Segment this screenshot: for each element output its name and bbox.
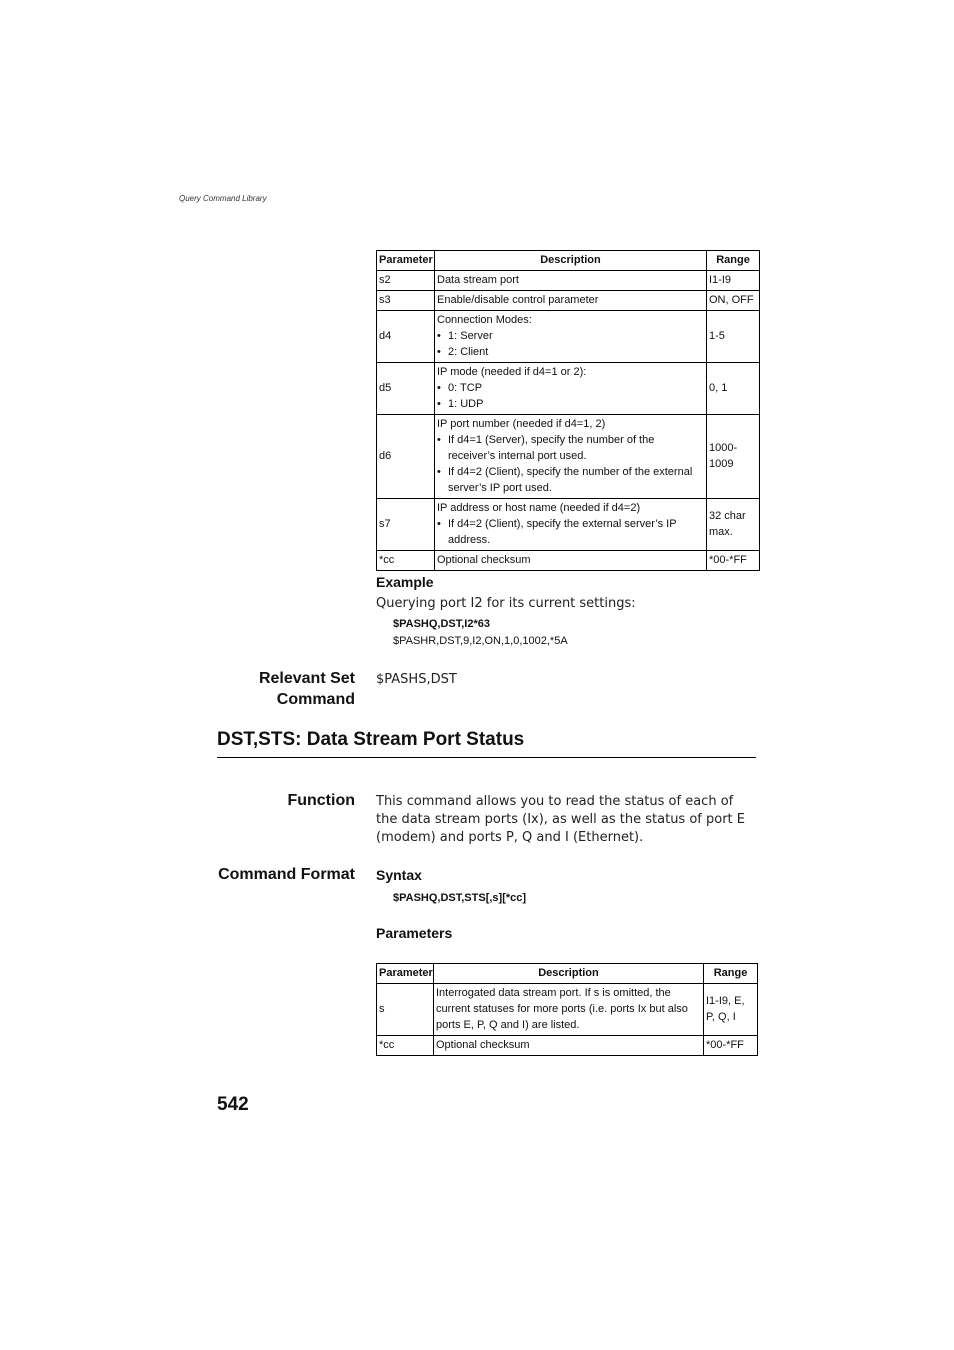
description-cell: Optional checksum [434,1036,704,1056]
table-header-row [377,964,758,984]
description-bullets [437,516,704,548]
description-bullets [437,328,704,360]
syntax-heading: Syntax [376,867,422,883]
table-row [377,1036,758,1056]
range-cell: *00-*FF [704,1036,758,1056]
param-cell: s7 [377,499,435,551]
table-row [377,311,760,363]
description-cell [435,311,707,363]
table-row [377,499,760,551]
example-text: Querying port I2 for its current settings: [376,596,636,611]
param-cell: s [377,984,434,1036]
bullet-item: • 0: TCP [437,380,704,396]
command-format-label: Command Format [218,866,355,883]
function-text: This command allows you to read the status of each of the data stream ports (Ix), as well as the status of port E (modem) and ports P, Q and I (Ethernet). [376,794,745,845]
column-header-range: Range [707,251,760,271]
function-label: Function [287,792,355,809]
description-intro: Connection Modes: [437,314,532,326]
table-row [377,551,760,571]
running-head: Query Command Library [179,194,267,203]
example-response: $PASHR,DST,9,I2,ON,1,0,1002,*5A [393,635,568,647]
description-bullets [437,432,704,496]
column-header-parameter: Parameter [377,964,434,984]
table-row [377,271,760,291]
relevant-set-command-value: $PASHS,DST [376,672,457,687]
description-intro: Data stream port [437,274,519,286]
param-cell: d5 [377,363,435,415]
description-cell: Interrogated data stream port. If s is omitted, the current statuses for more ports (i.e. ports Ix but also ports E, P, Q and I) are listed. [434,984,704,1036]
parameters-table-dst [376,250,760,571]
column-header-range: Range [704,964,758,984]
description-intro: IP mode (needed if d4=1 or 2): [437,366,587,378]
description-intro: Enable/disable control parameter [437,294,599,306]
description-cell [435,363,707,415]
table-row [377,415,760,499]
range-cell: 1-5 [707,311,760,363]
description-cell [435,291,707,311]
table-header-row [377,251,760,271]
description-intro: IP address or host name (needed if d4=2) [437,502,641,514]
param-cell: d4 [377,311,435,363]
page-number: 542 [217,1094,249,1115]
description-cell [435,499,707,551]
description-intro: Optional checksum [437,554,531,566]
range-cell: *00-*FF [707,551,760,571]
parameters-table-dst-sts [376,963,758,1056]
parameters-heading: Parameters [376,925,453,941]
relevant-label-line2: Command [276,691,355,708]
column-header-description: Description [434,964,704,984]
description-intro: IP port number (needed if d4=1, 2) [437,418,606,430]
example-heading: Example [376,574,434,590]
section-title: DST,STS: Data Stream Port Status [217,729,525,750]
param-cell: *cc [377,1036,434,1056]
description-bullets [437,380,704,412]
description-cell [435,551,707,571]
param-cell: s3 [377,291,435,311]
bullet-item: • 1: UDP [437,396,704,412]
bullet-item: • If d4=2 (Client), specify the number of the external server’s IP port used. [437,464,704,496]
description-cell [435,271,707,291]
column-header-parameter: Parameter [377,251,435,271]
range-cell: I1-I9, E, P, Q, I [704,984,758,1036]
example-command: $PASHQ,DST,I2*63 [393,618,491,630]
column-header-description: Description [435,251,707,271]
range-cell: 0, 1 [707,363,760,415]
table-row [377,984,758,1036]
bullet-item: • 1: Server [437,328,704,344]
param-cell: *cc [377,551,435,571]
bullet-item: • If d4=1 (Server), specify the number of the receiver’s internal port used. [437,432,704,464]
param-cell: d6 [377,415,435,499]
param-cell: s2 [377,271,435,291]
range-cell: 1000-1009 [707,415,760,499]
range-cell: I1-I9 [707,271,760,291]
section-rule [217,757,756,758]
bullet-item: • 2: Client [437,344,704,360]
syntax-command: $PASHQ,DST,STS[,s][*cc] [393,892,527,904]
table-row [377,291,760,311]
range-cell: ON, OFF [707,291,760,311]
description-cell [435,415,707,499]
bullet-item: • If d4=2 (Client), specify the external server’s IP address. [437,516,704,548]
range-cell: 32 char max. [707,499,760,551]
table-row [377,363,760,415]
relevant-label-line1: Relevant Set [258,670,355,687]
relevant-set-command-label [155,668,355,710]
